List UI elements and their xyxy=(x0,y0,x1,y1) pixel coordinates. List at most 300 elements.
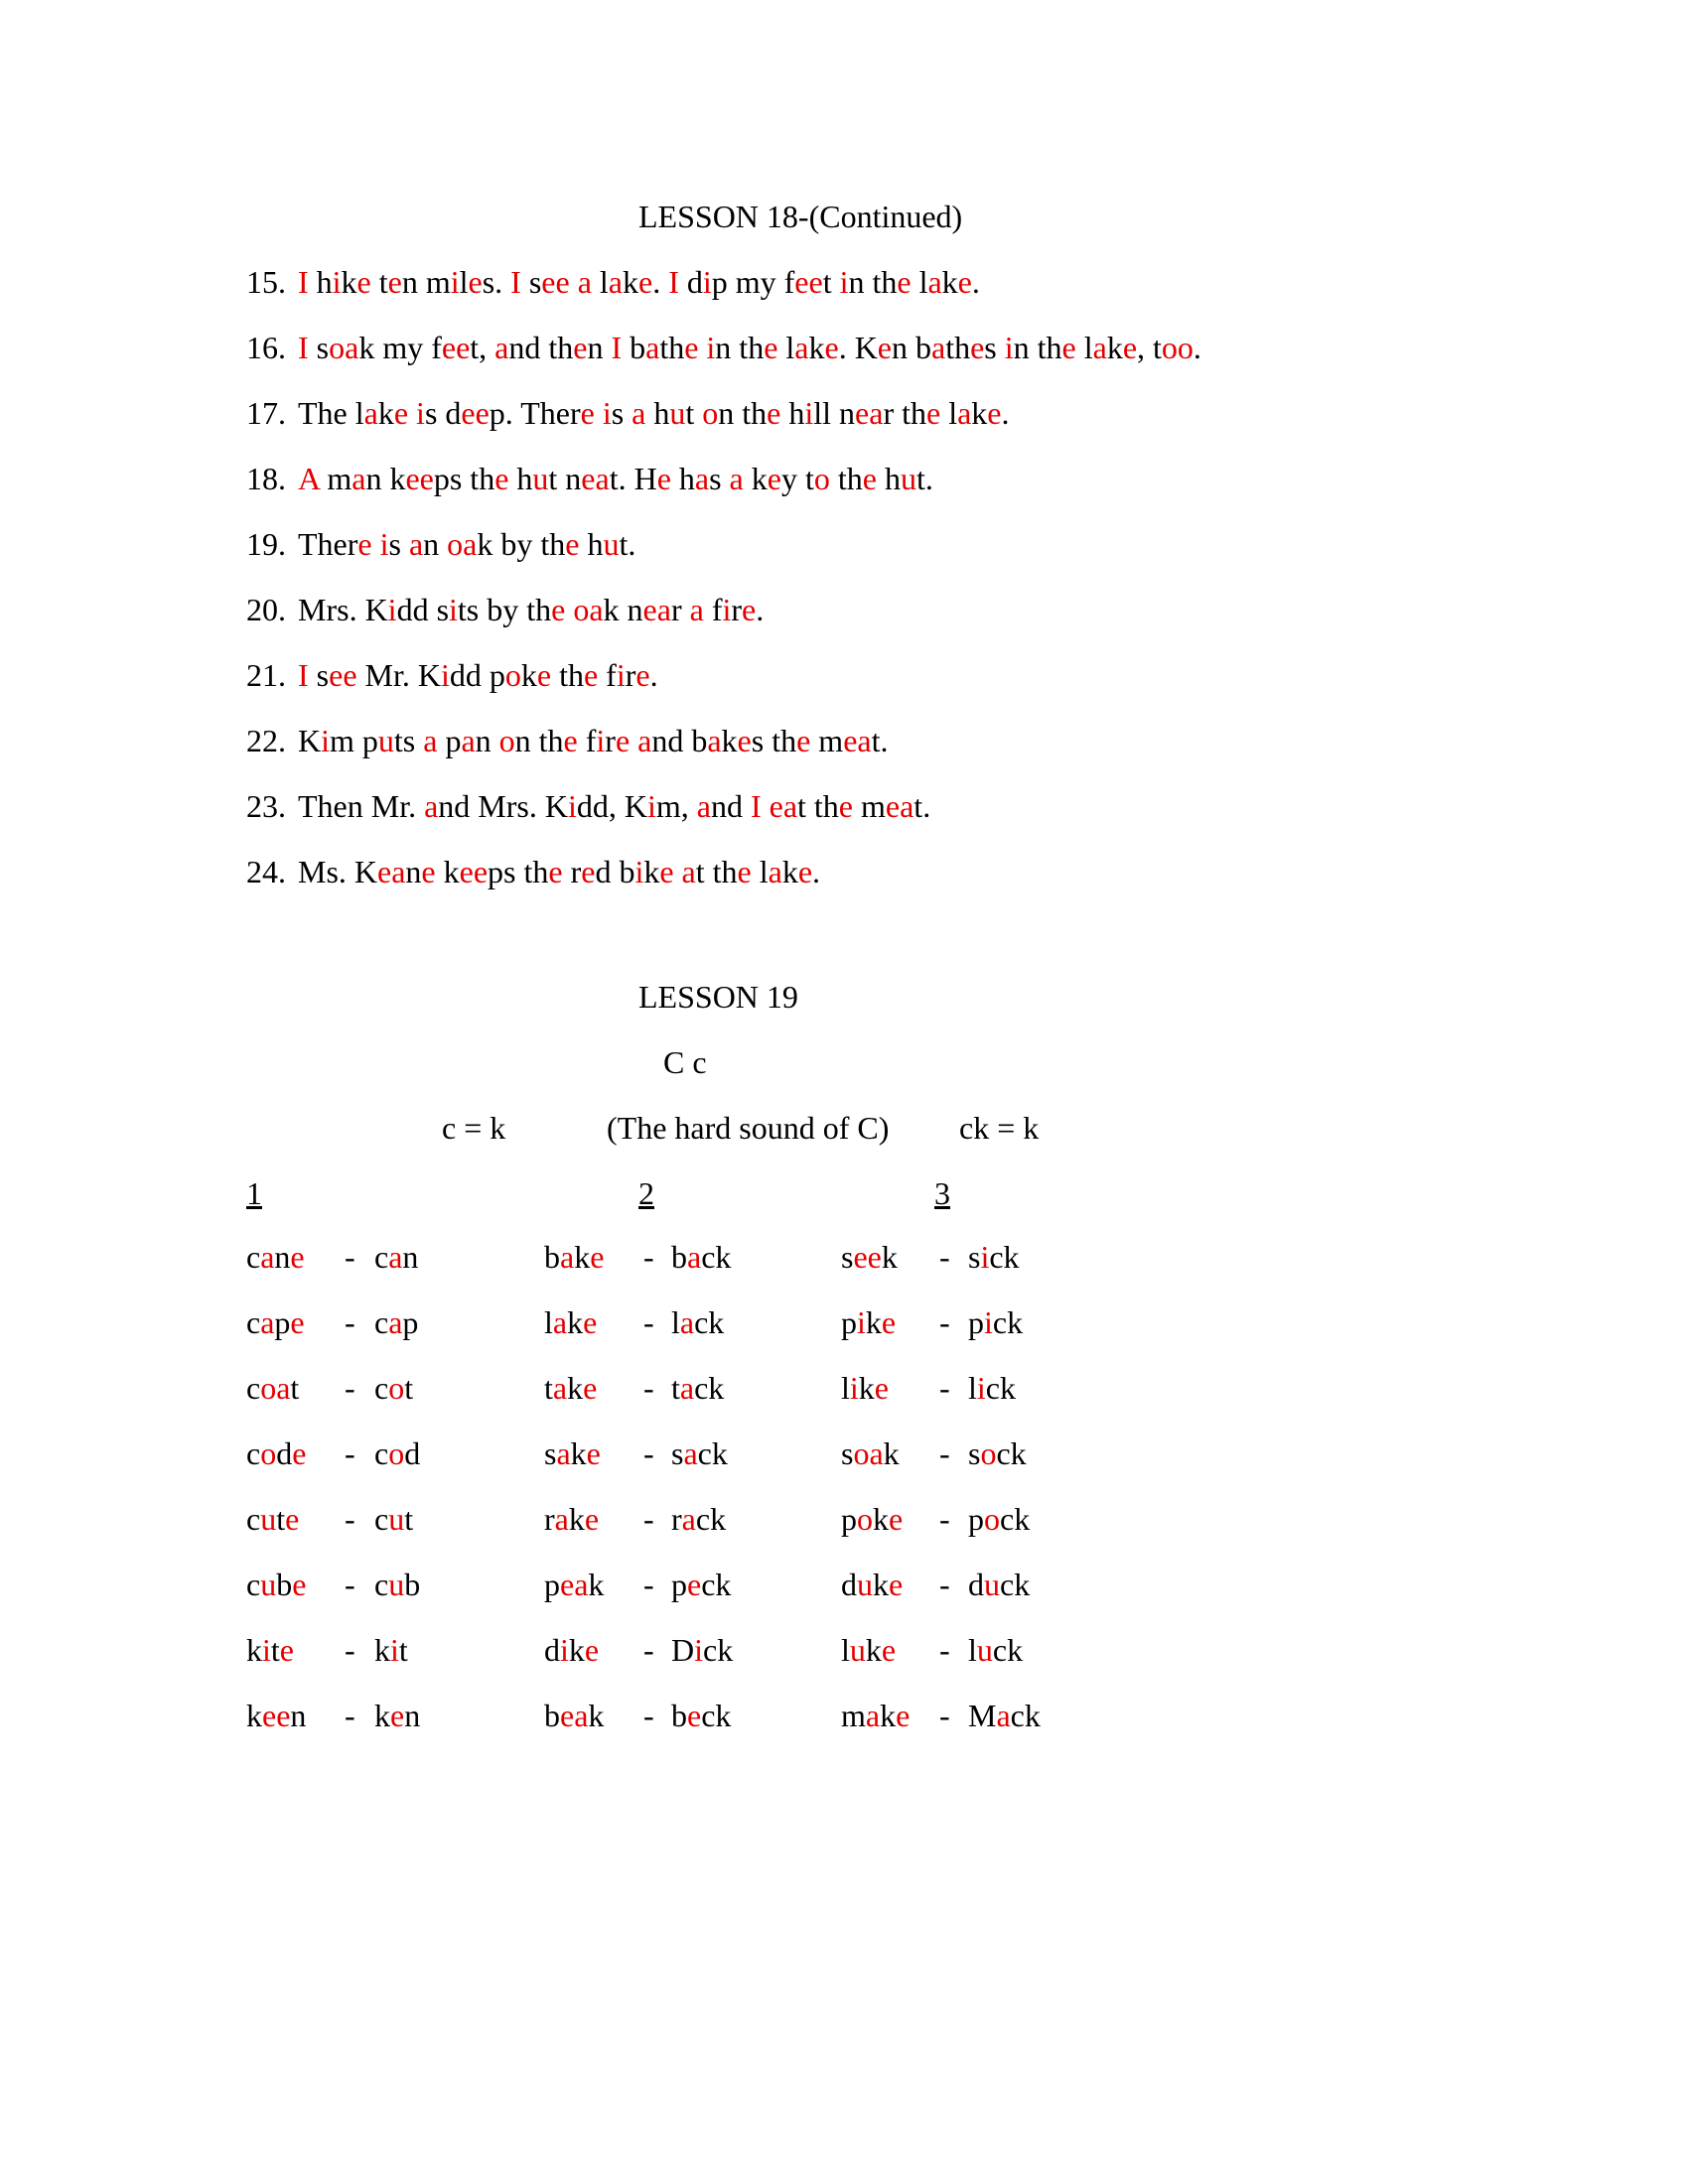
sentence-text xyxy=(298,264,980,300)
highlighted-letters: o xyxy=(498,723,515,758)
plain-letters: . xyxy=(971,264,980,300)
sentence-number: 15. xyxy=(246,264,286,300)
plain-letters: k n xyxy=(603,592,643,627)
highlighted-letters: ee xyxy=(794,264,823,300)
highlighted-letters: ea xyxy=(560,1698,589,1733)
sentence-text xyxy=(298,526,635,562)
plain-letters: n k xyxy=(365,461,406,496)
plain-letters: n xyxy=(290,1698,307,1733)
sentence-line xyxy=(246,852,1537,891)
highlighted-letters: i xyxy=(321,723,330,758)
plain-letters: k xyxy=(808,330,825,365)
plain-letters: t xyxy=(276,1501,286,1537)
plain-letters: nd th xyxy=(508,330,574,365)
short-vowel-word xyxy=(968,1368,1016,1408)
highlighted-letters: o xyxy=(980,1435,997,1471)
plain-letters: l xyxy=(671,1304,680,1340)
word-pair-row xyxy=(246,1630,1338,1670)
highlighted-letters: e xyxy=(635,657,650,693)
pair-dash: - xyxy=(643,1304,654,1340)
plain-letters: n xyxy=(402,1239,419,1275)
highlighted-letters: I xyxy=(510,264,521,300)
highlighted-letters: i xyxy=(839,264,849,300)
highlighted-letters: a xyxy=(707,723,722,758)
highlighted-letters: u xyxy=(260,1501,277,1537)
sentence-number: 16. xyxy=(246,330,286,365)
highlighted-letters: e xyxy=(548,854,563,889)
word-pair-row xyxy=(246,1368,1338,1408)
plain-letters: t xyxy=(685,395,703,431)
plain-letters: ck xyxy=(703,1632,734,1668)
sentence-number: 18. xyxy=(246,461,286,496)
highlighted-letters: e xyxy=(925,395,941,431)
plain-letters: h xyxy=(670,461,695,496)
highlighted-letters: e xyxy=(580,395,595,431)
highlighted-letters: oa xyxy=(853,1435,884,1471)
highlighted-letters: e xyxy=(357,526,372,562)
plain-letters: k xyxy=(873,1501,889,1537)
plain-letters: n th xyxy=(715,330,765,365)
highlighted-letters: a xyxy=(577,264,592,300)
highlighted-letters: o xyxy=(702,395,719,431)
plain-letters: k xyxy=(643,854,660,889)
plain-letters: k xyxy=(880,1698,897,1733)
plain-letters: t th xyxy=(797,788,839,824)
plain-letters: s xyxy=(709,461,730,496)
plain-letters: The l xyxy=(298,395,364,431)
plain-letters: c xyxy=(374,1370,389,1406)
long-vowel-word xyxy=(544,1368,597,1408)
pair-dash: - xyxy=(643,1632,654,1668)
plain-letters: l xyxy=(777,330,795,365)
plain-letters: k xyxy=(374,1632,390,1668)
highlighted-letters: e xyxy=(881,1304,897,1340)
highlighted-letters: e xyxy=(468,264,483,300)
highlighted-letters: a xyxy=(260,1239,275,1275)
highlighted-letters: a xyxy=(957,395,972,431)
plain-letters: Then Mr. xyxy=(298,788,425,824)
highlighted-letters: I xyxy=(298,264,309,300)
highlighted-letters: o xyxy=(984,1501,1000,1537)
plain-letters: l xyxy=(1075,330,1093,365)
highlighted-letters: i xyxy=(634,854,644,889)
long-vowel-word xyxy=(841,1499,903,1539)
plain-letters: ts by th xyxy=(457,592,552,627)
long-vowel-word xyxy=(246,1630,294,1670)
plain-letters: p xyxy=(402,1304,419,1340)
plain-letters: s xyxy=(388,526,409,562)
highlighted-letters: e xyxy=(290,1239,305,1275)
plain-letters: ps th xyxy=(488,854,549,889)
highlighted-letters: i xyxy=(984,1304,993,1340)
short-vowel-word xyxy=(671,1630,733,1670)
highlighted-letters: oa xyxy=(573,592,604,627)
word-pair-row xyxy=(246,1565,1338,1604)
highlighted-letters: e xyxy=(797,854,813,889)
plain-letters: k xyxy=(865,1632,882,1668)
plain-letters: s xyxy=(841,1239,854,1275)
long-vowel-word xyxy=(246,1237,305,1277)
plain-letters xyxy=(372,526,380,562)
plain-letters: h xyxy=(645,395,670,431)
long-vowel-word xyxy=(841,1630,896,1670)
highlighted-letters: i xyxy=(722,592,732,627)
highlighted-letters: e xyxy=(494,461,509,496)
plain-letters xyxy=(595,395,603,431)
highlighted-letters: a xyxy=(560,1239,575,1275)
short-vowel-word xyxy=(374,1302,418,1342)
highlighted-letters: i xyxy=(262,1632,271,1668)
highlighted-letters: e xyxy=(824,330,839,365)
plain-letters: d xyxy=(968,1567,984,1602)
plain-letters: ck xyxy=(996,1435,1027,1471)
highlighted-letters: e xyxy=(573,330,588,365)
long-vowel-word xyxy=(246,1499,299,1539)
plain-letters: b xyxy=(622,330,646,365)
short-vowel-word xyxy=(968,1630,1023,1670)
plain-letters: p xyxy=(841,1501,857,1537)
highlighted-letters: a xyxy=(552,1304,568,1340)
highlighted-letters: e xyxy=(881,1632,897,1668)
plain-letters: l xyxy=(841,1632,850,1668)
highlighted-letters: i xyxy=(706,330,716,365)
sentence-number: 17. xyxy=(246,395,286,431)
plain-letters: m xyxy=(853,788,886,824)
highlighted-letters: u xyxy=(900,461,916,496)
plain-letters: dd p xyxy=(449,657,505,693)
plain-letters: s d xyxy=(424,395,462,431)
plain-letters: k xyxy=(865,1304,882,1340)
highlighted-letters: A xyxy=(298,461,320,496)
plain-letters: r xyxy=(670,592,690,627)
sentence-line xyxy=(246,459,1537,498)
plain-letters: k xyxy=(341,264,357,300)
plain-letters: nd xyxy=(710,788,751,824)
highlighted-letters: o xyxy=(388,1370,405,1406)
plain-letters: k my f xyxy=(358,330,442,365)
plain-letters xyxy=(762,788,770,824)
plain-letters: ps th xyxy=(433,461,495,496)
long-vowel-word xyxy=(544,1237,604,1277)
word-pair-row xyxy=(246,1433,1338,1473)
highlighted-letters: ee xyxy=(459,854,489,889)
long-vowel-word xyxy=(841,1433,900,1473)
highlighted-letters: e xyxy=(290,1304,305,1340)
plain-letters: ck xyxy=(1000,1501,1031,1537)
highlighted-letters: a xyxy=(683,1435,698,1471)
plain-letters: p xyxy=(274,1304,291,1340)
short-vowel-word xyxy=(671,1302,724,1342)
short-vowel-word xyxy=(374,1565,420,1604)
pair-dash: - xyxy=(643,1239,654,1275)
plain-letters: p xyxy=(968,1501,984,1537)
highlighted-letters: e xyxy=(874,1370,889,1406)
highlighted-letters: u xyxy=(388,1501,405,1537)
sentence-line xyxy=(246,328,1537,367)
plain-letters: . K xyxy=(838,330,878,365)
plain-letters: t. xyxy=(871,723,889,758)
highlighted-letters: e xyxy=(551,592,566,627)
plain-letters: n xyxy=(405,854,422,889)
long-vowel-word xyxy=(544,1630,599,1670)
highlighted-letters: a xyxy=(794,330,809,365)
plain-letters: h xyxy=(579,526,604,562)
highlighted-letters: a xyxy=(768,854,782,889)
short-vowel-word xyxy=(671,1696,731,1735)
plain-letters: t xyxy=(544,1370,553,1406)
plain-letters: m xyxy=(841,1698,866,1733)
highlighted-letters: a xyxy=(494,330,509,365)
highlighted-letters: I xyxy=(298,330,309,365)
plain-letters: f xyxy=(703,592,723,627)
plain-letters: , t xyxy=(1137,330,1162,365)
highlighted-letters: ee xyxy=(262,1698,291,1733)
highlighted-letters: e xyxy=(687,1698,702,1733)
highlighted-letters: ee xyxy=(441,330,471,365)
plain-letters: M xyxy=(968,1698,997,1733)
plain-letters: Mrs. K xyxy=(298,592,388,627)
sentence-number: 19. xyxy=(246,526,286,562)
highlighted-letters: i xyxy=(602,395,612,431)
plain-letters: Mr. K xyxy=(356,657,441,693)
plain-letters: k xyxy=(246,1698,262,1733)
plain-letters: r xyxy=(605,723,616,758)
plain-letters: m xyxy=(810,723,844,758)
highlighted-letters: o xyxy=(857,1501,873,1537)
highlighted-letters: e xyxy=(742,592,757,627)
highlighted-letters: e xyxy=(390,1698,405,1733)
plain-letters: nd b xyxy=(651,723,708,758)
highlighted-letters: ee xyxy=(405,461,434,496)
highlighted-letters: e xyxy=(896,1698,911,1733)
plain-letters: d xyxy=(544,1632,560,1668)
sentence-number: 24. xyxy=(246,854,286,889)
long-vowel-word xyxy=(544,1696,604,1735)
plain-letters: b xyxy=(544,1698,560,1733)
sentence-text xyxy=(298,854,820,889)
plain-letters: c xyxy=(246,1370,261,1406)
plain-letters: ck xyxy=(695,1501,727,1537)
sentence-line xyxy=(246,393,1537,433)
pair-dash: - xyxy=(939,1632,950,1668)
highlighted-letters: e xyxy=(1061,330,1076,365)
plain-letters: d xyxy=(404,1435,421,1471)
highlighted-letters: u xyxy=(603,526,620,562)
plain-letters: ck xyxy=(701,1239,732,1275)
highlighted-letters: e xyxy=(897,264,912,300)
plain-letters: Ms. K xyxy=(298,854,378,889)
plain-letters: k xyxy=(435,854,460,889)
plain-letters: k xyxy=(377,395,394,431)
pair-dash: - xyxy=(939,1567,950,1602)
pair-dash: - xyxy=(939,1435,950,1471)
highlighted-letters: i xyxy=(702,264,712,300)
plain-letters: t th xyxy=(695,854,738,889)
pair-dash: - xyxy=(643,1435,654,1471)
plain-letters: t xyxy=(822,264,840,300)
highlighted-letters: ee xyxy=(329,657,357,693)
highlighted-letters: i xyxy=(849,1370,859,1406)
highlighted-letters: a xyxy=(687,1239,702,1275)
highlighted-letters: i xyxy=(567,788,577,824)
highlighted-letters: e xyxy=(583,1370,598,1406)
highlighted-letters: i xyxy=(379,526,389,562)
short-vowel-word xyxy=(374,1368,413,1408)
plain-letters: s xyxy=(984,330,1005,365)
pair-dash: - xyxy=(345,1239,355,1275)
plain-letters: n xyxy=(274,1239,291,1275)
column-header-2: 2 xyxy=(638,1175,654,1211)
highlighted-letters: u xyxy=(849,1632,866,1668)
plain-letters: l xyxy=(911,264,928,300)
highlighted-letters: a xyxy=(388,1239,403,1275)
highlighted-letters: ea xyxy=(377,854,406,889)
short-vowel-word xyxy=(968,1499,1030,1539)
plain-letters: t. xyxy=(914,788,931,824)
plain-letters: d xyxy=(841,1567,857,1602)
highlighted-letters: e xyxy=(536,657,552,693)
highlighted-letters: a xyxy=(729,461,744,496)
highlighted-letters: e xyxy=(767,395,781,431)
highlighted-letters: u xyxy=(260,1567,277,1602)
highlighted-letters: I xyxy=(611,330,623,365)
plain-letters: d xyxy=(276,1435,293,1471)
pair-dash: - xyxy=(345,1698,355,1733)
highlighted-letters: e xyxy=(583,1304,598,1340)
highlighted-letters: ea xyxy=(885,788,914,824)
plain-letters: k xyxy=(567,1304,584,1340)
pair-dash: - xyxy=(345,1567,355,1602)
highlighted-letters: a xyxy=(552,1370,568,1406)
lesson-19-title: LESSON 19 xyxy=(638,979,798,1015)
highlighted-letters: a xyxy=(931,330,946,365)
highlighted-letters: o xyxy=(260,1435,277,1471)
plain-letters xyxy=(408,395,416,431)
long-vowel-word xyxy=(544,1499,599,1539)
highlighted-letters: a xyxy=(637,723,652,758)
pair-dash: - xyxy=(643,1370,654,1406)
short-vowel-word xyxy=(671,1499,726,1539)
plain-letters: n m xyxy=(401,264,451,300)
plain-letters: . xyxy=(649,657,658,693)
plain-letters: ck xyxy=(701,1698,732,1733)
plain-letters: k xyxy=(971,395,988,431)
plain-letters: b xyxy=(671,1239,687,1275)
plain-letters: y t xyxy=(780,461,814,496)
plain-letters: l xyxy=(940,395,958,431)
highlighted-letters: u xyxy=(532,461,549,496)
plain-letters xyxy=(630,723,637,758)
highlighted-letters: i xyxy=(976,1370,986,1406)
highlighted-letters: I xyxy=(750,788,762,824)
plain-letters: k xyxy=(858,1370,875,1406)
highlighted-letters: e xyxy=(586,1435,601,1471)
plain-letters: c xyxy=(374,1435,389,1471)
plain-letters: n b xyxy=(892,330,931,365)
highlighted-letters: I xyxy=(668,264,679,300)
short-vowel-word xyxy=(968,1433,1027,1473)
short-vowel-word xyxy=(671,1368,724,1408)
highlighted-letters: ea xyxy=(769,788,798,824)
plain-letters: ck xyxy=(985,1370,1016,1406)
highlighted-letters: oa xyxy=(260,1370,291,1406)
plain-letters: k xyxy=(781,854,798,889)
highlighted-letters: a xyxy=(696,788,711,824)
highlighted-letters: a xyxy=(461,723,476,758)
plain-letters: s xyxy=(968,1239,981,1275)
sentence-line xyxy=(246,590,1537,629)
highlighted-letters: i xyxy=(416,395,425,431)
highlighted-letters: a xyxy=(694,461,710,496)
plain-letters: t xyxy=(671,1370,680,1406)
plain-letters: c xyxy=(246,1567,261,1602)
plain-letters: s xyxy=(841,1435,854,1471)
plain-letters: ck xyxy=(701,1567,732,1602)
plain-letters: ts xyxy=(393,723,424,758)
plain-letters: k xyxy=(570,1435,587,1471)
highlighted-letters: u xyxy=(377,723,394,758)
plain-letters: b xyxy=(276,1567,293,1602)
plain-letters: c xyxy=(246,1239,261,1275)
plain-letters: th xyxy=(659,330,685,365)
highlighted-letters: a xyxy=(408,526,424,562)
sentence-number: 20. xyxy=(246,592,286,627)
plain-letters: dd s xyxy=(396,592,450,627)
plain-letters: th xyxy=(551,657,584,693)
highlighted-letters: e xyxy=(687,1567,702,1602)
plain-letters: s xyxy=(671,1435,684,1471)
plain-letters: t xyxy=(370,264,388,300)
highlighted-letters: oa xyxy=(447,526,478,562)
highlighted-letters: I xyxy=(298,657,309,693)
plain-letters: k xyxy=(743,461,768,496)
lesson-18-title: LESSON 18-(Continued) xyxy=(638,199,963,234)
long-vowel-word xyxy=(246,1433,306,1473)
letter-heading: C c xyxy=(663,1044,707,1080)
highlighted-letters: a xyxy=(608,264,623,300)
highlighted-letters: i xyxy=(980,1239,990,1275)
pair-dash: - xyxy=(345,1304,355,1340)
sentence-text xyxy=(298,330,1201,365)
word-pair-row xyxy=(246,1499,1338,1539)
short-vowel-word xyxy=(968,1696,1041,1735)
highlighted-letters: a xyxy=(865,1698,881,1733)
highlighted-letters: u xyxy=(388,1567,405,1602)
sentence-text xyxy=(298,592,764,627)
plain-letters: h xyxy=(308,264,333,300)
plain-letters: m xyxy=(319,461,352,496)
plain-letters: k xyxy=(568,1501,585,1537)
plain-letters: r xyxy=(625,657,636,693)
highlighted-letters: a xyxy=(996,1698,1011,1733)
highlighted-letters: i xyxy=(560,1632,569,1668)
highlighted-letters: a xyxy=(679,1304,695,1340)
highlighted-letters: a xyxy=(689,592,704,627)
highlighted-letters: ea xyxy=(843,723,872,758)
column-header-3: 3 xyxy=(934,1175,950,1211)
plain-letters: t n xyxy=(548,461,582,496)
pair-dash: - xyxy=(345,1370,355,1406)
highlighted-letters: a xyxy=(679,1370,695,1406)
plain-letters: ck xyxy=(1010,1698,1041,1733)
long-vowel-word xyxy=(841,1565,903,1604)
plain-letters: f xyxy=(577,723,597,758)
plain-letters: s xyxy=(968,1435,981,1471)
highlighted-letters: e xyxy=(285,1501,300,1537)
highlighted-letters: e xyxy=(563,723,578,758)
highlighted-letters: e xyxy=(659,854,674,889)
highlighted-letters: e xyxy=(877,330,892,365)
